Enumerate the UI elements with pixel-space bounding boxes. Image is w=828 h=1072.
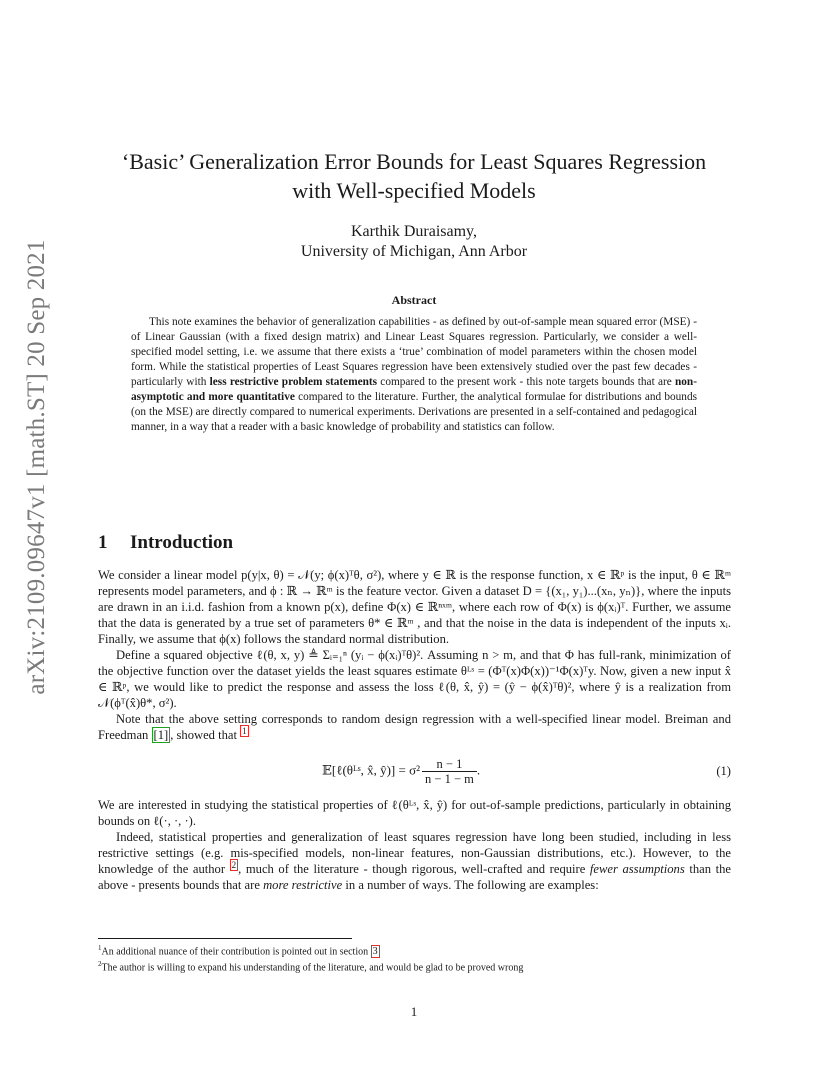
equation-period: . <box>476 762 481 778</box>
abstract-text-1: This note examines the behavior of generalization capabilities - as defined by out-of-sample mean squared error (MSE) - of Linear Gaussian (with a fixed design matrix) and Linear Least Squares regression. Particularly, we consider a well-specified model setting, i.e. we assume that there exists a ‘true’ combination of model parameters within the chosen model form. While the statistical properties of Least Squares regression have been extensively studied over the past few decades - particularly with <box>131 316 697 388</box>
abstract-body <box>131 315 697 435</box>
p3-text-b: , showed that <box>170 728 241 743</box>
p5-emphasis-2: more restrictive <box>263 878 343 893</box>
title-line-2: with Well-specified Models <box>292 178 536 203</box>
footnote-1-number: 1 <box>98 944 102 952</box>
footnote-1 <box>98 942 731 958</box>
section-body <box>98 567 731 893</box>
p5-text-a: Indeed, statistical properties and generalization of least squares regression have long been studied, including in less restrictive settings (e.g. mis-specified models, non-linear features, non-Gaussian distributions, etc.). However, to the knowledge of the author <box>98 830 731 877</box>
equation-1 <box>98 751 731 791</box>
equation-denominator: n − 1 − m <box>422 771 477 786</box>
abstract-bold-2: non-asymptotic and more quantitative <box>131 376 697 403</box>
body-paragraph-3 <box>98 711 731 743</box>
footnote-link-1[interactable]: 1 <box>242 726 247 736</box>
abstract-paragraph <box>131 315 697 435</box>
arxiv-sidebar <box>22 239 52 695</box>
section-number: 1 <box>98 532 108 553</box>
footnote-2-number: 2 <box>98 960 102 969</box>
arxiv-identifier: arXiv:2109.09647v1 [math.ST] 20 Sep 2021 <box>23 239 50 695</box>
abstract-heading: Abstract <box>391 293 437 307</box>
body-paragraph-1: We consider a linear model p(y|x, θ) = 𝒩(y; ϕ(x)ᵀθ, σ²), where y ∈ ℝ is the response function, x ∈ ℝᵖ is the input, θ ∈ ℝᵐ represents model parameters, and ϕ : ℝ → ℝᵐ is the feature vector. Given a dataset D = {(x₁, y₁)...(xₙ, yₙ)}, where the inputs are drawn in an i.i.d. fashion from a known p(x), define Φ(x) ∈ ℝⁿˣᵐ, where each row of Φ(x) is ϕ(xᵢ)ᵀ. Further, we assume that the data is generated by a true set of parameters θ* ∈ ℝᵐ , and that the noise in the data is independent of the inputs xᵢ. Finally, we assume that ϕ(x) follows the standard normal distribution. <box>98 568 731 646</box>
body-paragraph-2: Define a squared objective ℓ(θ, x, y) ≜ Σᵢ₌₁ⁿ (yᵢ − ϕ(xᵢ)ᵀθ)². Assuming n > m, and that Φ has full-rank, minimization of the objective function over the dataset yields the least squares estimate θᴸˢ = (Φᵀ(x)Φ(x))⁻¹Φ(x)ᵀy. Now, given a new input x̂ ∈ ℝᵖ, we would like to predict the response and assess the loss ℓ(θ, x̂, ŷ) = (ŷ − ϕ(x̂)ᵀθ)², where ŷ is a realization from 𝒩(ϕᵀ(x̂)θ*, σ²). <box>98 648 731 710</box>
citation-link-1[interactable]: [1] <box>153 728 169 743</box>
footnote-2 <box>98 958 731 974</box>
abstract-bold-1: less restrictive problem statements <box>209 376 378 388</box>
equation-fraction <box>422 757 477 786</box>
page-number: 1 <box>410 1004 418 1019</box>
section-ref-link[interactable]: 3 <box>372 946 378 958</box>
p5-text-d: in a number of ways. The following are examples: <box>342 878 599 893</box>
footnotes <box>98 942 731 975</box>
p5-text-b: , much of the literature - though rigorous, well-crafted and require <box>238 862 590 877</box>
p5-emphasis-1: fewer assumptions <box>589 862 685 877</box>
body-paragraph-4: We are interested in studying the statistical properties of ℓ(θᴸˢ, x̂, ŷ) for out-of-sample predictions, particularly in obtaining bounds on ℓ(·, ·, ·). <box>98 798 731 829</box>
abstract-text-3: compared to the literature. Further, the analytical formulae for distributions and bounds (on the MSE) are directly compared to numerical experiments. Derivations are presented in a self-contained and pedagogical manner, in a way that a reader with a basic knowledge of probability and statistics can follow. <box>131 391 697 433</box>
author-block <box>80 222 748 262</box>
footnote-link-2[interactable]: 2 <box>231 860 237 871</box>
p5-text-c: than the above - presents bounds that are <box>98 862 731 893</box>
section-title: Introduction <box>130 532 234 553</box>
p3-text-a: Note that the above setting corresponds to random design regression with a well-specified linear model. Breiman and Freedman <box>98 712 731 743</box>
equation-expression <box>322 757 480 786</box>
equation-numerator: n − 1 <box>436 757 463 772</box>
paper-title <box>80 147 748 205</box>
footnote-1-text: An additional nuance of their contribution is pointed out in section <box>101 946 371 958</box>
footnote-divider <box>98 938 352 939</box>
equation-lhs: 𝔼[ℓ(θᴸˢ, x̂, ŷ)] = σ² <box>322 762 421 778</box>
author-affiliation: University of Michigan, Ann Arbor <box>300 243 528 260</box>
equation-number: (1) <box>716 764 731 779</box>
body-paragraph-5 <box>98 829 731 893</box>
author-name: Karthik Duraisamy, <box>350 223 478 240</box>
footnote-2-text: The author is willing to expand his understanding of the literature, and would be glad to be proved wrong <box>101 962 524 974</box>
section-heading <box>98 532 233 554</box>
abstract-text-2: compared to the present work - this note targets bounds that are <box>377 376 675 388</box>
title-line-1: ‘Basic’ Generalization Error Bounds for Least Squares Regression <box>121 149 707 174</box>
